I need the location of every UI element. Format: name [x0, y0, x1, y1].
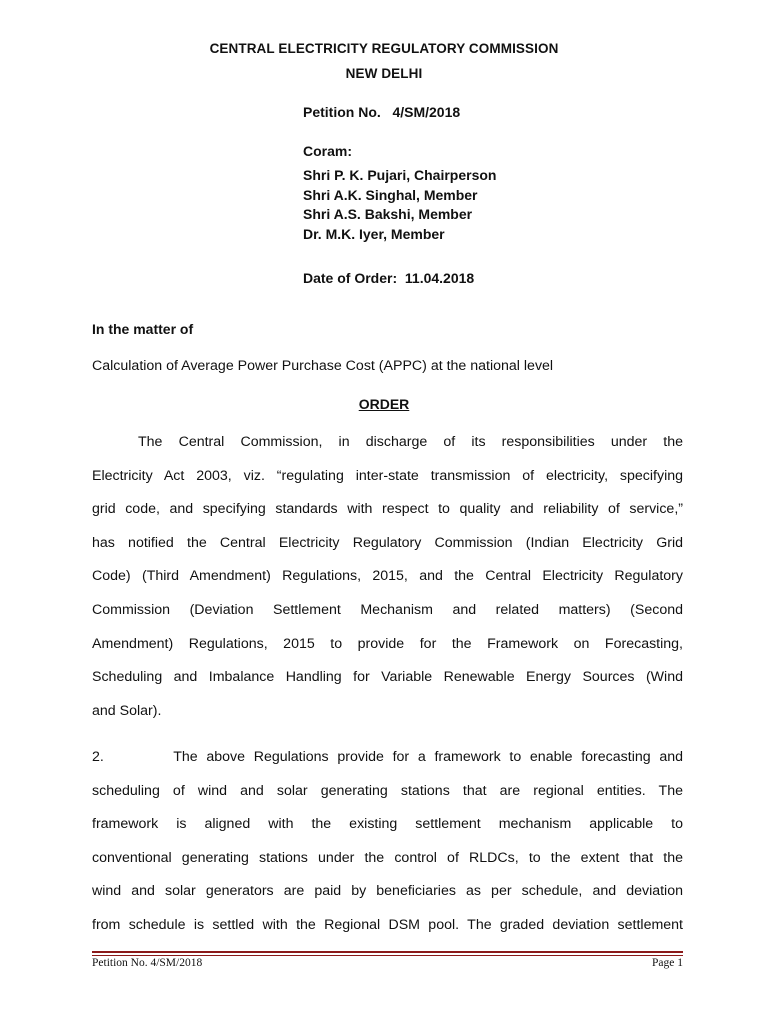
commission-title: CENTRAL ELECTRICITY REGULATORY COMMISSION — [209, 41, 559, 56]
paragraph-line: and Solar). — [92, 702, 162, 719]
paragraph-line: grid code, and specifying standards with respect to quality and reliability of service,” — [92, 501, 683, 518]
footer-petition-number: Petition No. 4/SM/2018 — [92, 957, 203, 969]
paragraph-line: Scheduling and Imbalance Handling for Variable Renewable Energy Sources (Wind — [92, 669, 683, 686]
paragraph-2 — [92, 747, 683, 949]
paragraph-line: framework is aligned with the existing settlement mechanism applicable to — [92, 816, 683, 833]
paragraph-line: Amendment) Regulations, 2015 to provide for the Framework on Forecasting, — [92, 635, 683, 652]
paragraph-line: Electricity Act 2003, viz. “regulating inter-state transmission of electricity, specifying — [92, 467, 683, 484]
subject-line: Calculation of Average Power Purchase Cost (APPC) at the national level — [92, 358, 554, 374]
paragraph-1 — [92, 432, 683, 734]
footer-page-number: Page 1 — [652, 957, 683, 969]
paragraph-line: Commission (Deviation Settlement Mechanism and related matters) (Second — [92, 601, 683, 618]
coram-member: Dr. M.K. Iyer, Member — [303, 225, 445, 242]
footer-divider-thin — [92, 955, 683, 956]
coram-member: Shri P. K. Pujari, Chairperson — [303, 167, 497, 183]
footer-divider — [92, 951, 683, 953]
order-heading: ORDER — [358, 396, 410, 412]
paragraph-line: wind and solar generators are paid by beneficiaries as per schedule, and deviation — [92, 883, 683, 900]
paragraph-line: 2. The above Regulations provide for a framework to enable forecasting and — [92, 749, 683, 765]
coram-members — [303, 166, 496, 244]
petition-number: Petition No. 4/SM/2018 — [303, 104, 461, 120]
paragraph-line: has notified the Central Electricity Regulatory Commission (Indian Electricity Grid — [92, 534, 683, 551]
date-of-order: Date of Order: 11.04.2018 — [303, 270, 475, 286]
coram-member: Shri A.S. Bakshi, Member — [303, 206, 473, 222]
paragraph-line: Code) (Third Amendment) Regulations, 2015, and the Central Electricity Regulatory — [92, 568, 683, 585]
matter-heading: In the matter of — [92, 321, 194, 337]
coram-member: Shri A.K. Singhal, Member — [303, 186, 478, 203]
coram-label: Coram: — [303, 143, 353, 159]
paragraph-line: from schedule is settled with the Regional DSM pool. The graded deviation settlement — [92, 916, 683, 933]
paragraph-line: The Central Commission, in discharge of its responsibilities under the — [138, 434, 683, 450]
paragraph-line: conventional generating stations under the control of RLDCs, to the extent that the — [92, 849, 683, 866]
paragraph-line: scheduling of wind and solar generating stations that are regional entities. The — [92, 782, 683, 799]
commission-location: NEW DELHI — [345, 66, 423, 81]
